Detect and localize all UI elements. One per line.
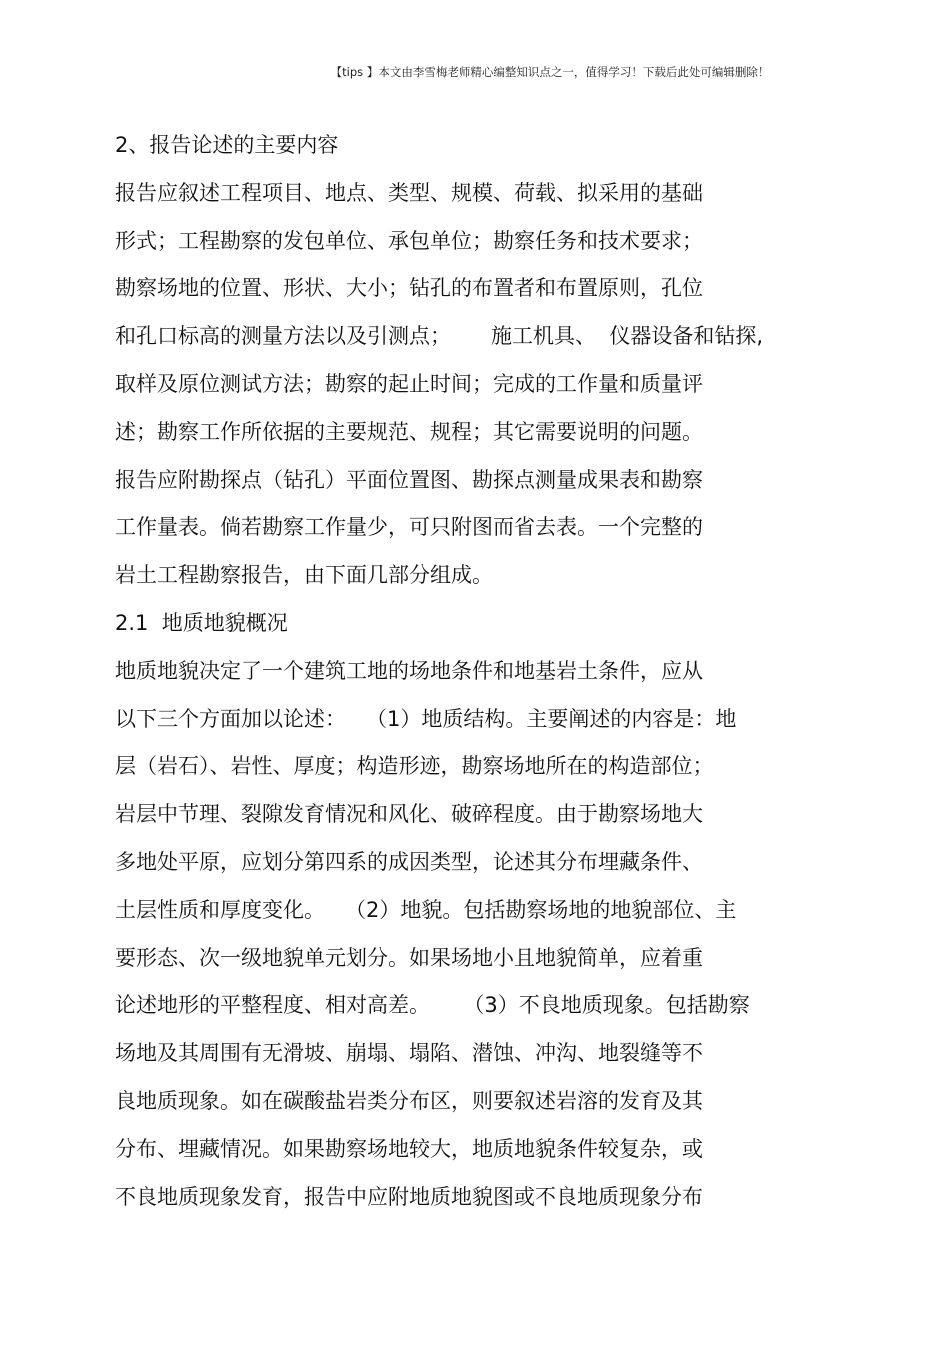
header-tips-note: 【tips 】本文由李雪梅老师精心编整知识点之一，值得学习！下载后此处可编辑删除！: [330, 65, 770, 79]
text-line: 和孔口标高的测量方法以及引测点； 施工机具、 仪器设备和钻探,: [115, 324, 764, 349]
text-line: 多地处平原，应划分第四系的成因类型，论述其分布埋藏条件、: [115, 849, 703, 874]
text-line: 岩层中节理、裂隙发育情况和风化、破碎程度。由于勘察场地大: [115, 802, 703, 827]
text-line: 报告应叙述工程项目、地点、类型、规模、荷载、拟采用的基础: [115, 180, 703, 205]
text-line: 土层性质和厚度变化。 （2）地貌。包括勘察场地的地貌部位、主: [115, 897, 737, 922]
text-line: 层（岩石）、岩性、厚度；构造形迹，勘察场地所在的构造部位；: [115, 754, 714, 779]
text-line: 地质地貌决定了一个建筑工地的场地条件和地基岩土条件，应从: [115, 658, 703, 683]
text-line: 场地及其周围有无滑坡、崩塌、塌陷、潜蚀、冲沟、地裂缝等不: [115, 1041, 703, 1066]
section-heading: 2、报告论述的主要内容: [115, 133, 339, 157]
document-body: [115, 122, 835, 1221]
text-line: 勘察场地的位置、形状、大小；钻孔的布置者和布置原则，孔位: [115, 276, 703, 301]
text-line: 分布、埋藏情况。如果勘察场地较大，地质地貌条件较复杂，或: [115, 1136, 703, 1161]
text-line: 岩土工程勘察报告，由下面几部分组成。: [115, 563, 493, 588]
subsection-heading: 2.1 地质地貌概况: [115, 610, 288, 635]
text-line: 取样及原位测试方法；勘察的起止时间；完成的工作量和质量评: [115, 371, 703, 396]
text-line: 良地质现象。如在碳酸盐岩类分布区，则要叙述岩溶的发育及其: [115, 1088, 703, 1113]
text-line: 论述地形的平整程度、相对高差。 （3）不良地质现象。包括勘察: [115, 993, 750, 1018]
text-line: 述；勘察工作所依据的主要规范、规程；其它需要说明的问题。: [115, 419, 703, 444]
text-line: 要形态、次一级地貌单元划分。如果场地小且地貌简单，应着重: [115, 945, 703, 970]
text-line: 工作量表。倘若勘察工作量少，可只附图而省去表。一个完整的: [115, 515, 703, 540]
text-line: 以下三个方面加以论述： （1）地质结构。主要阐述的内容是：地: [115, 706, 737, 731]
text-line: 报告应附勘探点（钻孔）平面位置图、勘探点测量成果表和勘察: [115, 467, 703, 492]
text-line: 不良地质现象发育，报告中应附地质地貌图或不良地质现象分布: [115, 1184, 703, 1209]
text-line: 形式；工程勘察的发包单位、承包单位；勘察任务和技术要求；: [115, 228, 703, 253]
